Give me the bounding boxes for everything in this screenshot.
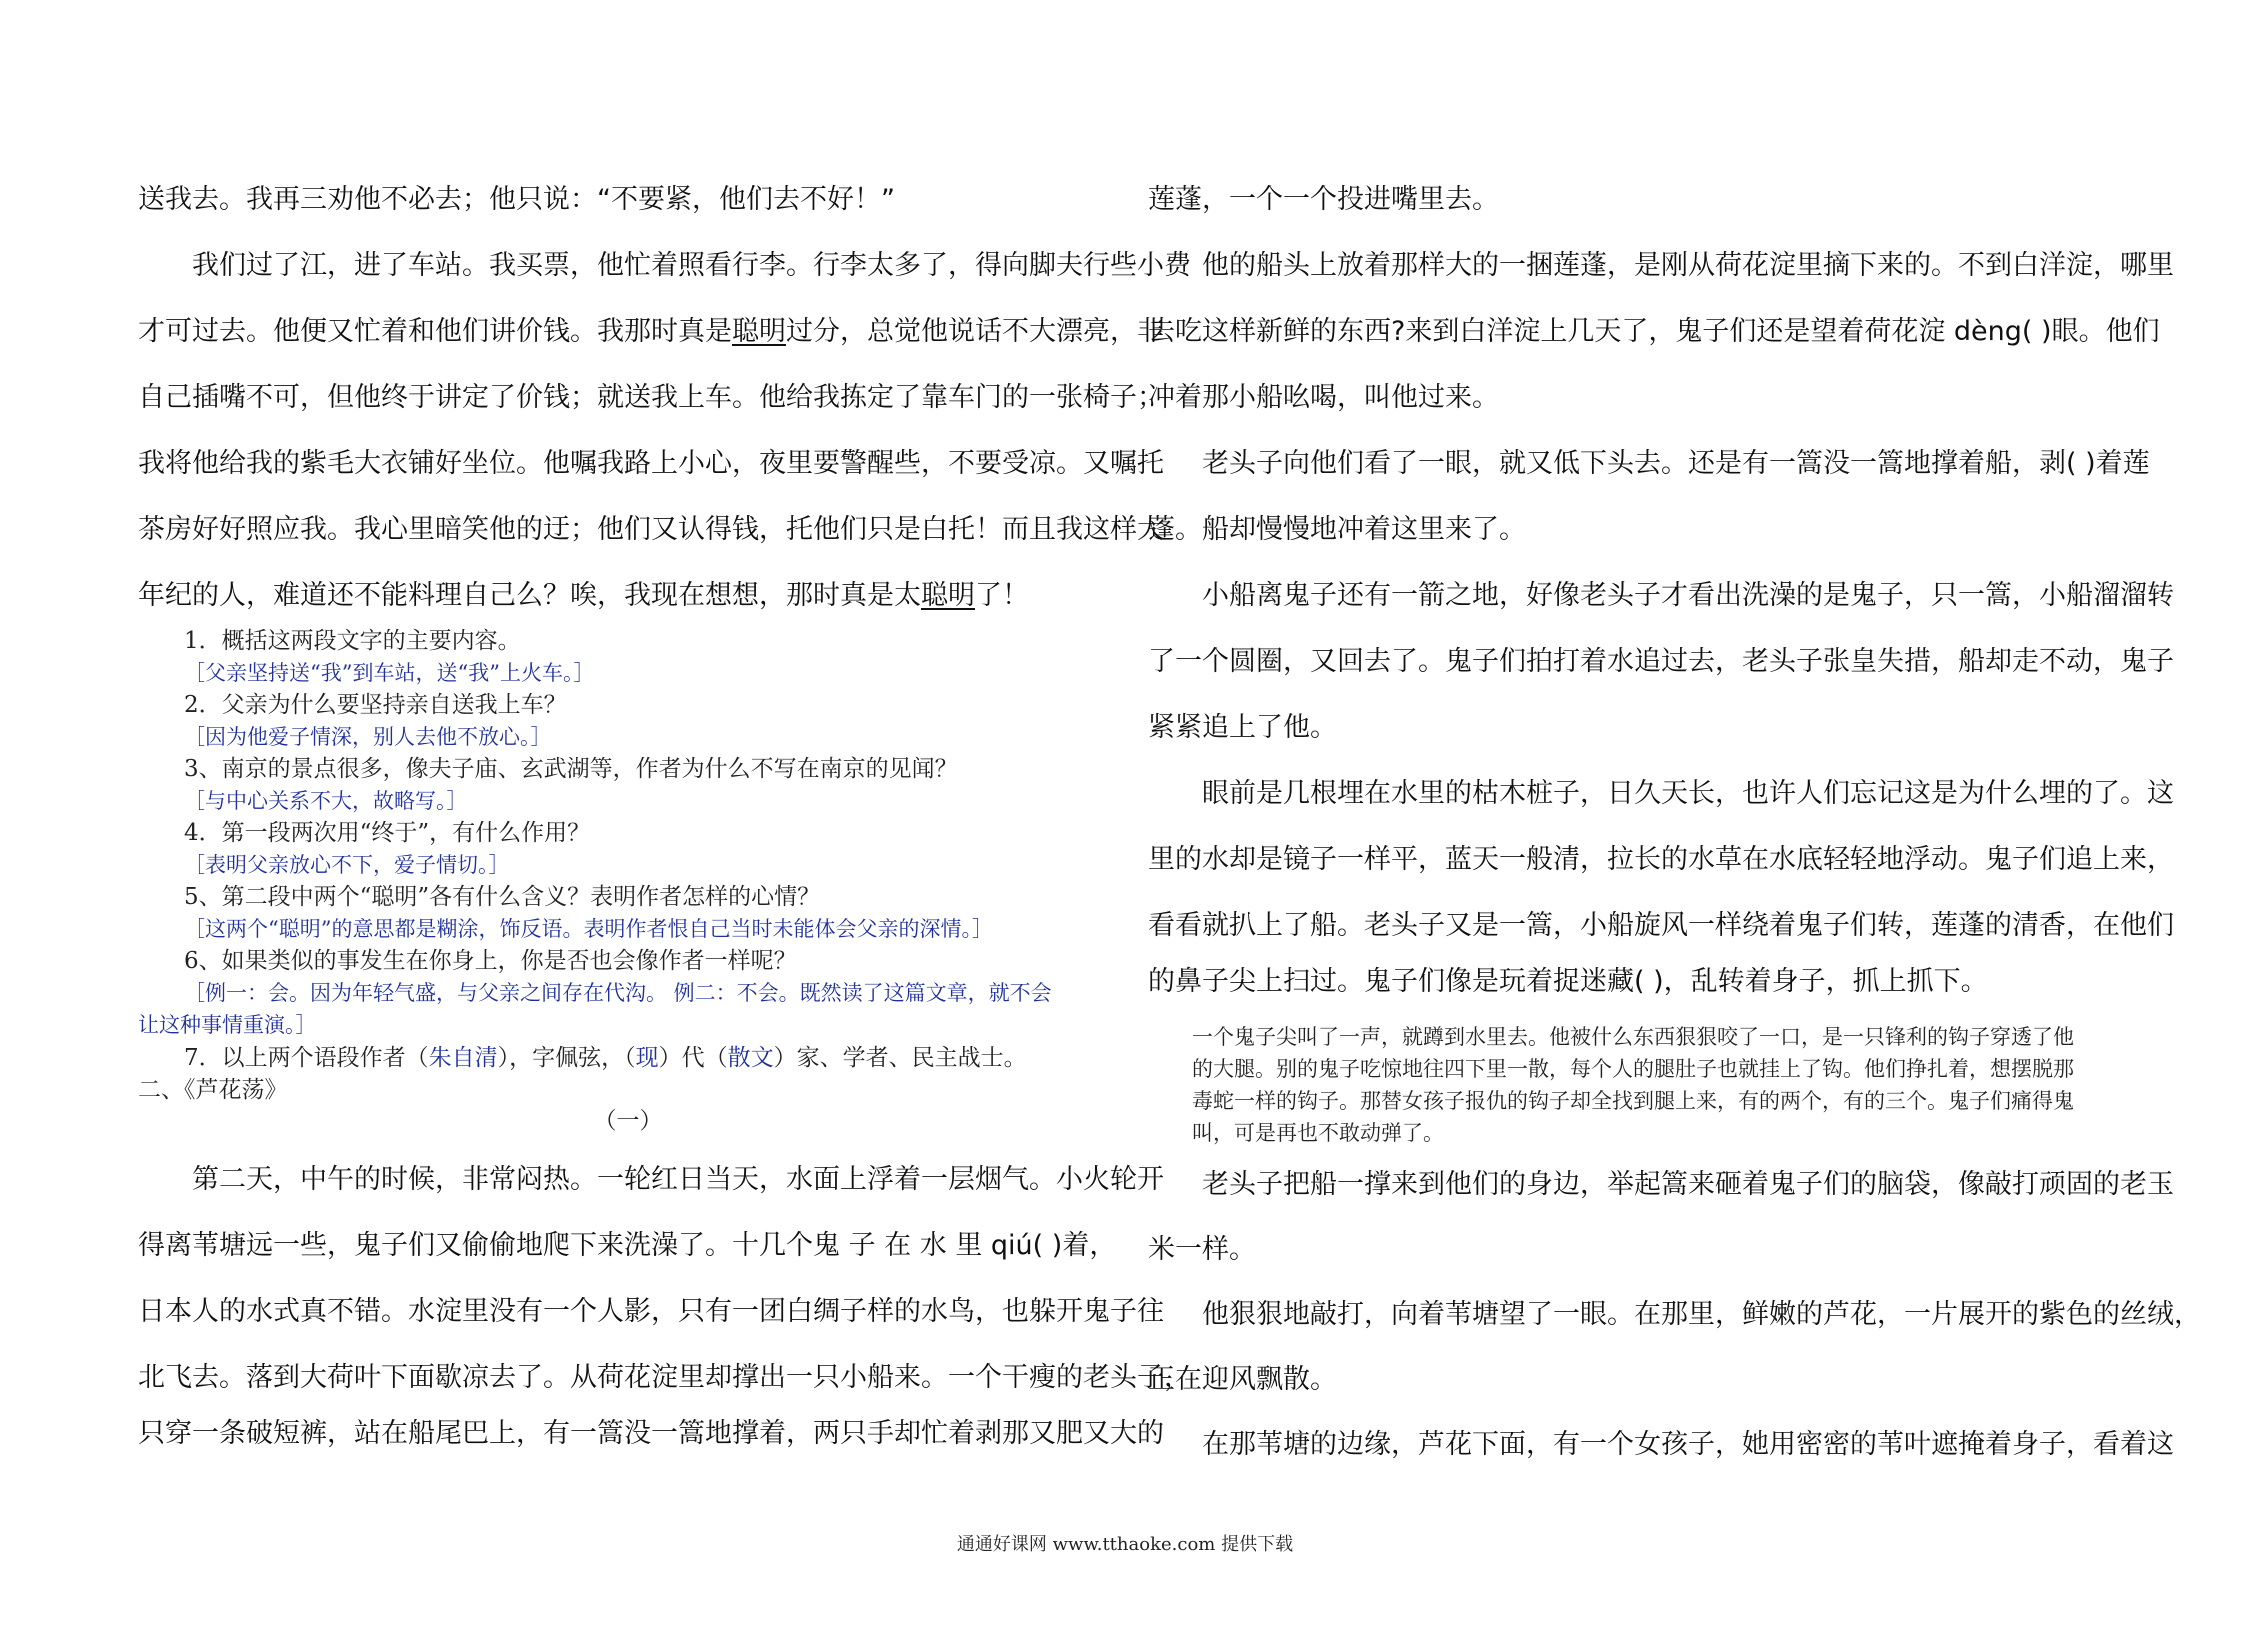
text: 过分，总觉他说话不大漂亮，非 xyxy=(786,316,1164,347)
text: ），字佩弦，（ xyxy=(497,1045,636,1071)
paragraph-line: 小船离鬼子还有一箭之地，好像老头子才看出洗澡的是鬼子，只一篙，小船溜溜转 xyxy=(1202,580,2174,611)
paragraph-line: 的鼻子尖上扫过。鬼子们像是玩着捉迷藏( )，乱转着身子，抓上抓下。 xyxy=(1148,966,1988,997)
answer-6: ［例一：会。因为年轻气盛，与父亲之间存在代沟。 例二：不会。既然读了这篇文章，就不会 xyxy=(184,981,1052,1005)
paragraph-line: 老头子把船一撑来到他们的身边，举起篙来砸着鬼子们的脑袋，像敲打顽固的老玉 xyxy=(1202,1169,2174,1200)
question-1: 1．概括这两段文字的主要内容。 xyxy=(184,628,521,654)
question-6: 6、如果类似的事发生在你身上，你是否也会像作者一样呢？ xyxy=(184,948,797,974)
paragraph-line: 眼前是几根埋在水里的枯木桩子，日久天长，也许人们忘记这是为什么埋的了。这 xyxy=(1202,778,2174,809)
section-title: 二、《芦花荡》 xyxy=(138,1077,288,1103)
answer-5: ［这两个“聪明”的意思都是糊涂，饰反语。表明作者恨自己当时未能体会父亲的深情。］ xyxy=(184,917,993,941)
underlined-word: 聪明 xyxy=(921,580,975,611)
part-title: （一） xyxy=(593,1108,663,1134)
small-paragraph-line: 叫，可是再也不敢动弹了。 xyxy=(1192,1121,1444,1145)
page-footer: 通通好课网 www.tthaoke.com 提供下载 xyxy=(956,1534,1294,1555)
question-2: 2．父亲为什么要坚持亲自送我上车？ xyxy=(184,692,567,718)
paragraph-line: 他的船头上放着那样大的一捆莲蓬，是刚从荷花淀里摘下来的。不到白洋淀，哪里 xyxy=(1202,250,2174,281)
answer-6-cont: 让这种事情重演。］ xyxy=(138,1013,317,1037)
answer-4: ［表明父亲放心不下，爱子情切。］ xyxy=(184,853,510,877)
text: 才可过去。他便又忙着和他们讲价钱。我那时真是 xyxy=(138,316,732,347)
paragraph-line: 老头子向他们看了一眼，就又低下头去。还是有一篙没一篙地撑着船，剥( )着莲 xyxy=(1202,448,2150,479)
paragraph-line: 了一个圆圈，又回去了。鬼子们拍打着水追过去，老头子张皇失措，船却走不动，鬼子 xyxy=(1148,646,2174,677)
answer-1: ［父亲坚持送“我”到车站，送“我”上火车。］ xyxy=(184,661,595,685)
question-5: 5、第二段中两个“聪明”各有什么含义？表明作者怎样的心情？ xyxy=(184,884,821,910)
paragraph-line: 看看就扒上了船。老头子又是一篙，小船旋风一样绕着鬼子们转，莲蓬的清香，在他们 xyxy=(1148,910,2174,941)
answer-text: 散文 xyxy=(727,1045,774,1071)
paragraph-line: 在那苇塘的边缘，芦花下面，有一个女孩子，她用密密的苇叶遮掩着身子，看着这 xyxy=(1202,1429,2174,1460)
answer-text: 现 xyxy=(635,1045,659,1071)
paragraph-line: 莲蓬，一个一个投进嘴里去。 xyxy=(1148,184,1499,215)
paragraph-line: 他狠狠地敲打，向着苇塘望了一眼。在那里，鲜嫩的芦花，一片展开的紫色的丝绒， xyxy=(1202,1299,2201,1330)
question-3: 3、南京的景点很多，像夫子庙、玄武湖等，作者为什么不写在南京的见闻？ xyxy=(184,756,958,782)
paragraph-line: 紧紧追上了他。 xyxy=(1148,712,1337,743)
paragraph-line: 第二天，中午的时候，非常闷热。一轮红日当天，水面上浮着一层烟气。小火轮开 xyxy=(192,1164,1164,1195)
paragraph-line: 只穿一条破短裤，站在船尾巴上，有一篙没一篙地撑着，两只手却忙着剥那又肥又大的 xyxy=(138,1418,1164,1449)
answer-2: ［因为他爱子情深，别人去他不放心。］ xyxy=(184,725,552,749)
text: ）代（ xyxy=(658,1045,728,1071)
question-7 xyxy=(184,1043,1027,1073)
paragraph-line xyxy=(138,576,1118,616)
text: 年纪的人，难道还不能料理自己么？唉，我现在想想，那时真是太 xyxy=(138,580,921,611)
paragraph-line: 我将他给我的紫毛大衣铺好坐位。他嘱我路上小心，夜里要警醒些，不要受凉。又嘱托 xyxy=(138,448,1164,479)
paragraph-line: 正在迎风飘散。 xyxy=(1148,1364,1337,1395)
paragraph-line: 自己插嘴不可，但他终于讲定了价钱；就送我上车。他给我拣定了靠车门的一张椅子； xyxy=(138,382,1164,413)
paragraph-line: 去吃这样新鲜的东西?来到白洋淀上几天了，鬼子们还是望着荷花淀 dèng( )眼。他们 xyxy=(1148,316,2160,347)
paragraph-line: 茶房好好照应我。我心里暗笑他的迂；他们又认得钱，托他们只是白托！而且我这样大 xyxy=(138,514,1164,545)
underlined-word: 聪明 xyxy=(732,316,786,347)
paragraph-line: 里的水却是镜子一样平，蓝天一般清，拉长的水草在水底轻轻地浮动。鬼子们追上来， xyxy=(1148,844,2174,875)
paragraph-line: 蓬。船却慢慢地冲着这里来了。 xyxy=(1148,514,1526,545)
paragraph-line: 得离苇塘远一些，鬼子们又偷偷地爬下来洗澡了。十几个鬼 子 在 水 里 qiú( )着， xyxy=(138,1230,1117,1261)
answer-text: 朱自清 xyxy=(428,1045,498,1071)
paragraph-line xyxy=(138,312,1164,352)
paragraph-line: 冲着那小船吆喝，叫他过来。 xyxy=(1148,382,1499,413)
paragraph-line: 北飞去。落到大荷叶下面歇凉去了。从荷花淀里却撑出一只小船来。一个干瘦的老头子， xyxy=(138,1362,1191,1393)
small-paragraph-line: 毒蛇一样的钩子。那替女孩子报仇的钩子却全找到腿上来，有的两个，有的三个。鬼子们痛得鬼 xyxy=(1192,1089,2074,1113)
small-paragraph-line: 一个鬼子尖叫了一声，就蹲到水里去。他被什么东西狠狠咬了一口，是一只锋利的钩子穿透了他 xyxy=(1192,1025,2074,1049)
paragraph-line: 送我去。我再三劝他不必去；他只说：“不要紧，他们去不好！” xyxy=(138,184,895,215)
paragraph-line: 米一样。 xyxy=(1148,1234,1256,1265)
paragraph-line: 日本人的水式真不错。水淀里没有一个人影，只有一团白绸子样的水鸟，也躲开鬼子往 xyxy=(138,1296,1164,1327)
paragraph-line: 我们过了江，进了车站。我买票，他忙着照看行李。行李太多了，得向脚夫行些小费 xyxy=(192,250,1191,281)
text: 了！ xyxy=(975,580,1029,611)
question-4: 4．第一段两次用“终于”，有什么作用？ xyxy=(184,820,591,846)
answer-3: ［与中心关系不大，故略写。］ xyxy=(184,789,468,813)
text: ）家、学者、民主战士。 xyxy=(773,1045,1027,1071)
small-paragraph-line: 的大腿。别的鬼子吃惊地往四下里一散，每个人的腿肚子也就挂上了钩。他们挣扎着，想摆脱那 xyxy=(1192,1057,2074,1081)
text: 7．以上两个语段作者（ xyxy=(184,1045,429,1071)
